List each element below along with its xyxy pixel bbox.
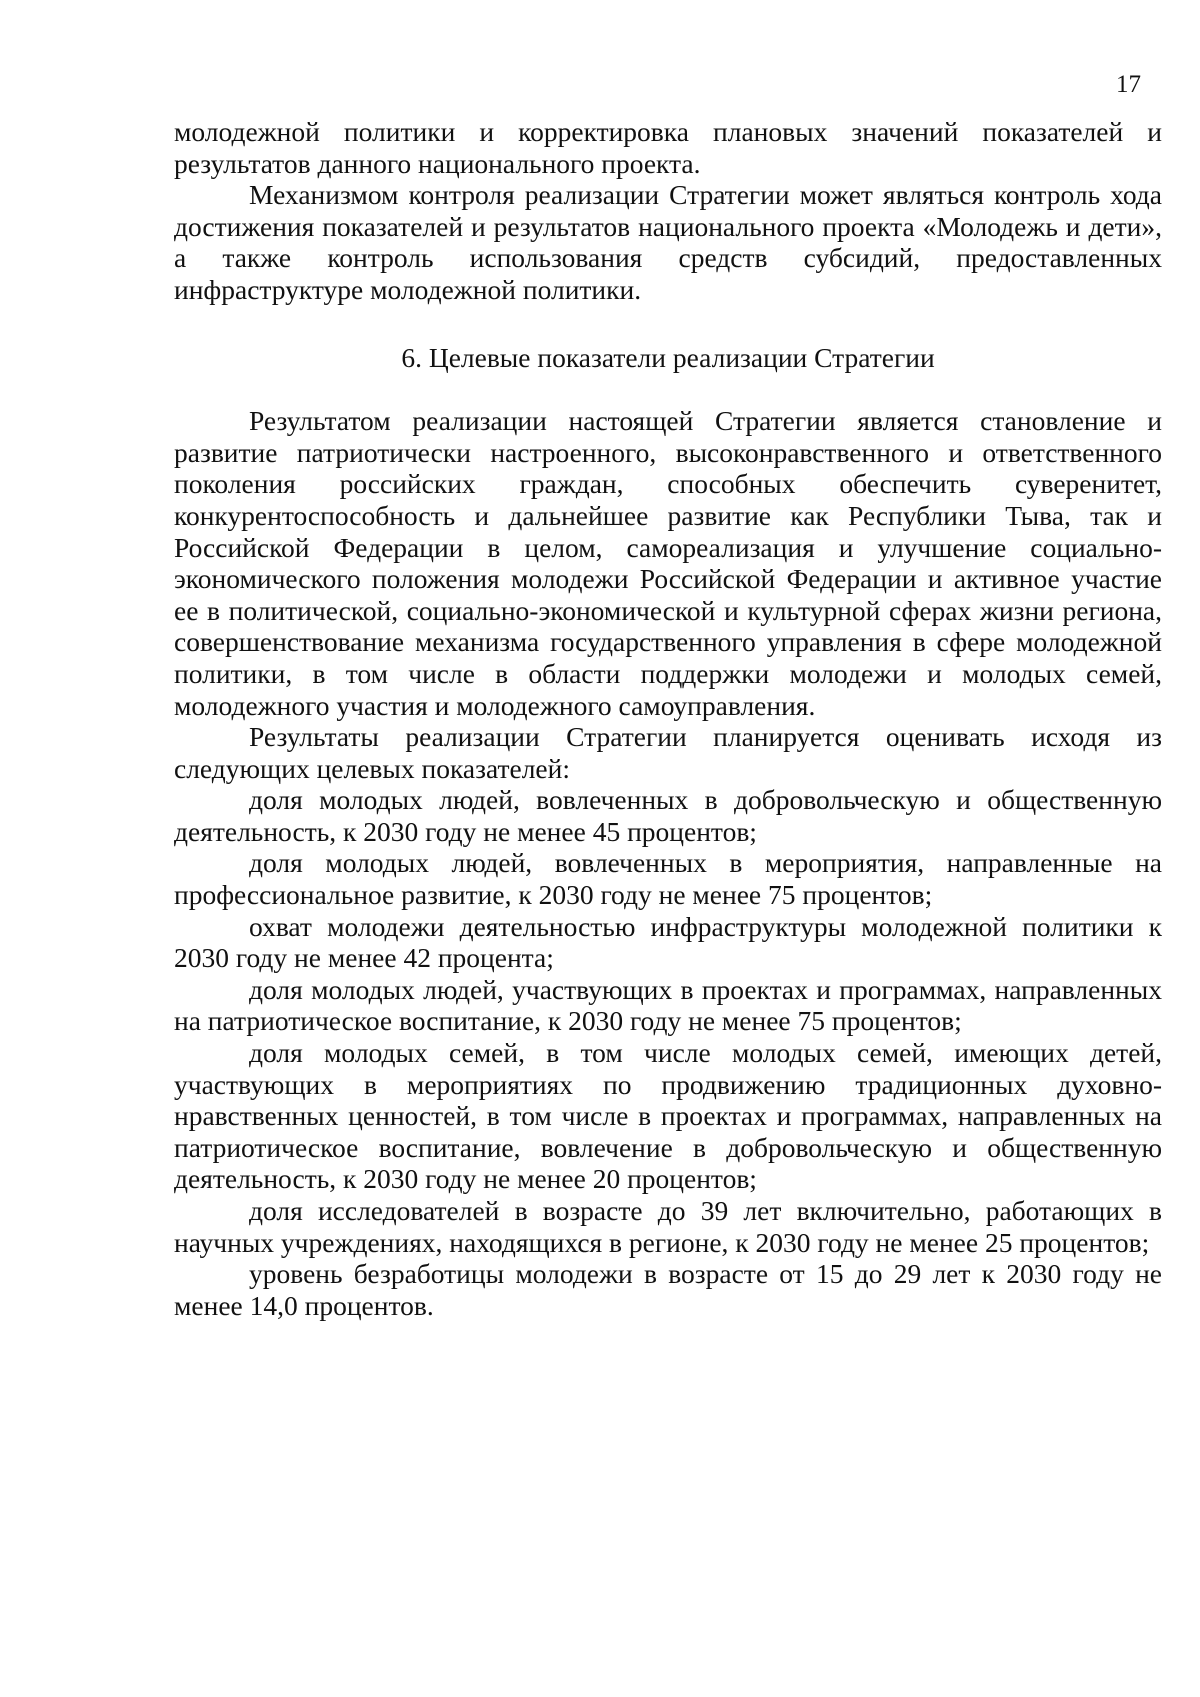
section-title: 6. Целевые показатели реализации Стратегии <box>401 341 935 373</box>
indicator-youth-infrastructure-coverage: охват молодежи деятельностью инфраструктуры молодежной политики к 2030 году не менее 42 процента; <box>174 910 1162 974</box>
indicator-volunteer-activity: доля молодых людей, вовлеченных в добровольческую и общественную деятельность, к 2030 году не менее 45 процентов; <box>174 784 1162 847</box>
section-result-paragraph: Результатом реализации настоящей Стратегии является становление и развитие патриотически настроенного, высоконравственного и ответственного поколения российских граждан, способных обеспечить суверенитет, конкурентоспособность и дальнейшее развитие как Республики Тыва, так и Российской Федерации в целом, самореализация и улучшение социально-экономического положения молодежи Российской Федерации и активное участие ее в политической, социально-экономической и культурной сферах жизни региона, совершенствование механизма государственного управления в сфере молодежной политики, в том числе в области поддержки молодежи и молодых семей, молодежного участия и молодежного самоуправления. <box>174 405 1162 721</box>
indicator-youth-unemployment: уровень безработицы молодежи в возрасте от 15 до 29 лет к 2030 году не менее 14,0 процентов. <box>174 1258 1162 1321</box>
page-number: 17 <box>1116 71 1141 98</box>
intro-paragraph-continued: молодежной политики и корректировка плановых значений показателей и результатов данного национального проекта. <box>174 116 1162 179</box>
document-body <box>174 116 1162 1321</box>
intro-paragraph-control-mechanism: Механизмом контроля реализации Стратегии может являться контроль хода достижения показателей и результатов национального проекта «Молодежь и дети», а также контроль использования средств субсидий, предоставленных инфраструктуре молодежной политики. <box>174 179 1162 305</box>
indicator-young-researchers: доля исследователей в возрасте до 39 лет включительно, работающих в научных учреждениях, находящихся в регионе, к 2030 году не менее 25 процентов; <box>174 1195 1162 1258</box>
indicator-young-families: доля молодых семей, в том числе молодых семей, имеющих детей, участвующих в мероприятиях по продвижению традиционных духовно-нравственных ценностей, в том числе в проектах и программах, направленных на патриотическое воспитание, вовлечение в добровольческую и общественную деятельность, к 2030 году не менее 20 процентов; <box>174 1037 1162 1195</box>
section-evaluation-paragraph: Результаты реализации Стратегии планируется оценивать исходя из следующих целевых показателей: <box>174 721 1162 784</box>
indicator-patriotic-education: доля молодых людей, участвующих в проектах и программах, направленных на патриотическое воспитание, к 2030 году не менее 75 процентов; <box>174 973 1162 1037</box>
indicator-professional-development: доля молодых людей, вовлеченных в мероприятия, направленные на профессиональное развитие, к 2030 году не менее 75 процентов; <box>174 847 1162 911</box>
